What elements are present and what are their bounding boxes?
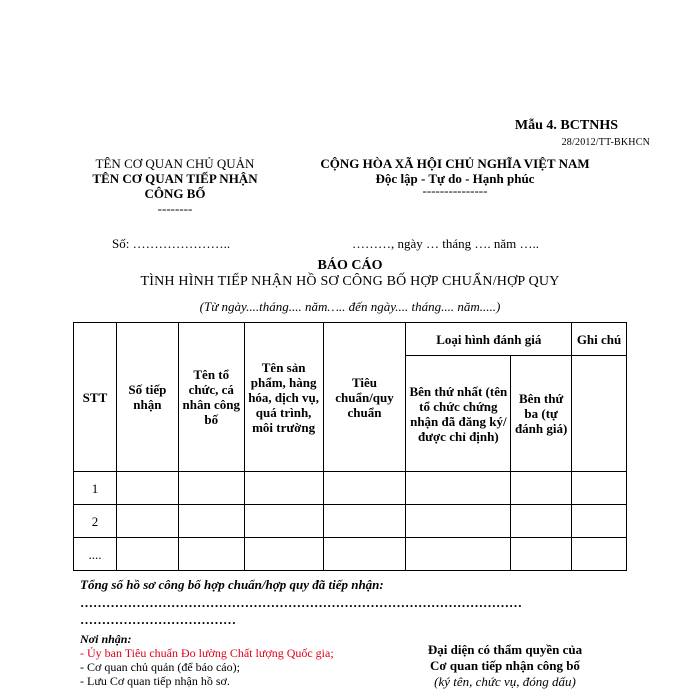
header-ten-san-pham: Tên sản phẩm, hàng hóa, dịch vụ, quá trình, môi trường bbox=[244, 323, 323, 472]
table-cell bbox=[178, 505, 244, 538]
parent-agency-name: TÊN CƠ QUAN CHỦ QUẢN bbox=[95, 156, 255, 171]
table-cell bbox=[244, 538, 323, 571]
header-tieu-chuan: Tiêu chuẩn/quy chuẩn bbox=[323, 323, 406, 472]
header-ten-to-chuc: Tên tổ chức, cá nhân công bố bbox=[178, 323, 244, 472]
table-cell bbox=[244, 472, 323, 505]
row-number: 1 bbox=[74, 472, 117, 505]
circular-reference: 28/2012/TT-BKHCN bbox=[561, 137, 650, 148]
table-cell bbox=[511, 505, 572, 538]
receiving-agency-name-cont: CÔNG BỐ bbox=[144, 186, 206, 201]
header-ghi-chu: Ghi chú bbox=[572, 323, 627, 356]
agency-header bbox=[70, 156, 280, 216]
table-cell bbox=[406, 505, 511, 538]
report-table bbox=[73, 322, 627, 571]
table-cell bbox=[116, 538, 178, 571]
row-number: .... bbox=[74, 538, 117, 571]
signature-title: Đại diện có thẩm quyền của bbox=[427, 642, 583, 657]
row-number: 2 bbox=[74, 505, 117, 538]
table-cell bbox=[116, 472, 178, 505]
table-cell bbox=[116, 505, 178, 538]
signature-block bbox=[380, 642, 630, 690]
table-cell bbox=[323, 472, 406, 505]
agency-separator: -------- bbox=[157, 201, 193, 216]
table-cell bbox=[406, 538, 511, 571]
date-line: ………, ngày … tháng …. năm ….. bbox=[352, 236, 540, 251]
recipients-block bbox=[80, 632, 370, 688]
motto-separator: --------------- bbox=[422, 183, 488, 198]
country-name: CỘNG HÒA XÃ HỘI CHỦ NGHĨA VIỆT NAM bbox=[320, 156, 590, 171]
header-loai-hinh: Loại hình đánh giá bbox=[406, 323, 572, 356]
signature-instruction: (ký tên, chức vụ, đóng dấu) bbox=[434, 674, 576, 689]
table-cell bbox=[178, 538, 244, 571]
table-cell bbox=[511, 472, 572, 505]
national-motto-header bbox=[300, 156, 610, 196]
table-cell bbox=[178, 472, 244, 505]
recipients-heading: Nơi nhận: bbox=[80, 632, 132, 646]
document-number-line: Số: ………………….. bbox=[112, 236, 231, 251]
national-motto: Độc lập - Tự do - Hạnh phúc bbox=[375, 171, 535, 186]
table-row bbox=[74, 505, 627, 538]
report-subtitle: TÌNH HÌNH TIẾP NHẬN HỒ SƠ CÔNG BỐ HỢP CHUẨN/HỢP QUY bbox=[140, 274, 560, 289]
table-cell bbox=[323, 505, 406, 538]
table-cell bbox=[511, 538, 572, 571]
report-title: BÁO CÁO bbox=[317, 258, 383, 273]
header-ben-thu-ba: Bên thứ ba (tự đánh giá) bbox=[511, 356, 572, 472]
report-period: (Từ ngày....tháng.... năm….. đến ngày.... tháng.... năm.....) bbox=[199, 299, 501, 314]
table-cell bbox=[323, 538, 406, 571]
receiving-agency-name: TÊN CƠ QUAN TIẾP NHẬN bbox=[92, 171, 258, 186]
fill-in-dots: ………………………………………………………………………………………… bbox=[80, 595, 522, 610]
header-stt: STT bbox=[74, 323, 117, 472]
table-row bbox=[74, 472, 627, 505]
header-ghi-chu-blank bbox=[572, 356, 627, 472]
table-cell bbox=[406, 472, 511, 505]
table-cell bbox=[572, 538, 627, 571]
header-ben-thu-nhat: Bên thứ nhất (tên tổ chức chứng nhận đã đăng ký/được chỉ định) bbox=[406, 356, 511, 472]
table-row bbox=[74, 538, 627, 571]
signature-agency: Cơ quan tiếp nhận công bố bbox=[430, 658, 580, 673]
table-cell bbox=[244, 505, 323, 538]
fill-in-dots-cont: ……………………………… bbox=[80, 612, 236, 627]
form-code: Mẫu 4. BCTNHS bbox=[514, 118, 618, 133]
table-cell bbox=[572, 472, 627, 505]
recipient-item: - Ủy ban Tiêu chuẩn Đo lường Chất lượng Quốc gia; bbox=[80, 646, 334, 660]
recipient-item: - Lưu Cơ quan tiếp nhận hồ sơ. bbox=[80, 674, 230, 688]
header-so-tiep-nhan: Số tiếp nhận bbox=[116, 323, 178, 472]
recipient-item: - Cơ quan chủ quản (để báo cáo); bbox=[80, 660, 240, 674]
table-cell bbox=[572, 505, 627, 538]
total-records-label: Tổng số hồ sơ công bố hợp chuẩn/hợp quy đã tiếp nhận: bbox=[80, 577, 384, 592]
